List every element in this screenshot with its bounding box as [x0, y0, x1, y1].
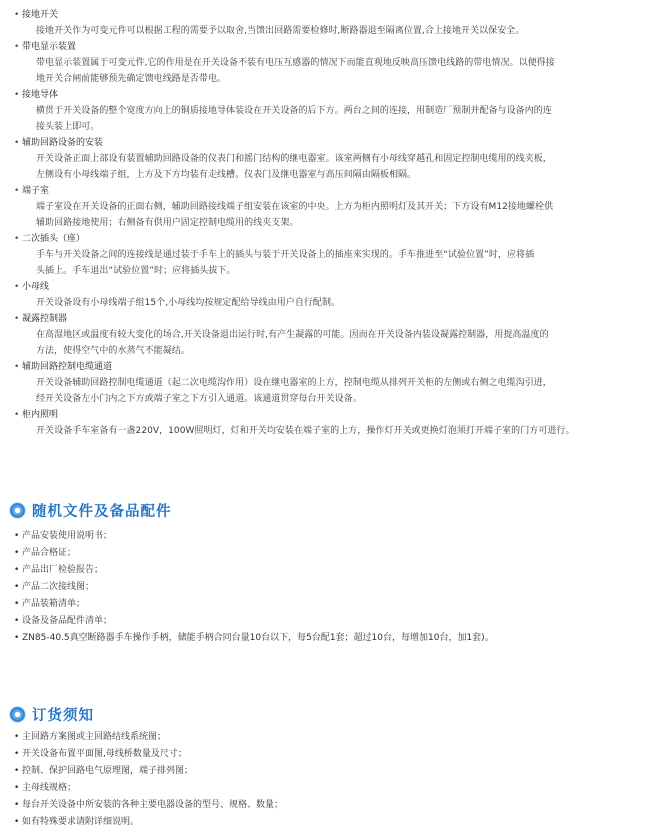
- feature-description: [22, 151, 652, 183]
- list-item: [0, 814, 658, 831]
- feature-item: [0, 7, 658, 39]
- feature-item: [0, 183, 658, 231]
- description-line: 端子室设在开关设备的正面右侧，辅助回路接线端子组安装在该室的中央。上方为柜内照明灯及其开关；下方设有M12接地螺栓供: [36, 202, 554, 212]
- feature-title: 接地开关: [22, 10, 59, 20]
- feature-item: [0, 135, 658, 183]
- description-line: 开关设备辅助回路控制电缆通道（起二次电缆沟作用）设在继电器室的上方，控制电缆从排列开关柜的左侧或右侧之电缆沟引进，: [36, 378, 552, 388]
- list-item: [0, 780, 658, 797]
- description-line: 横贯于开关设备的整个宽度方向上的铜质接地导体装设在开关设备的后下方。两台之间的连接，用制造厂预制并配备与设备内的连: [36, 106, 552, 116]
- description-line: 开关设备手车室备有一盏220V，100W照明灯，灯和开关均安装在端子室的上方，操作灯开关或更换灯泡须打开端子室的门方可进行。: [36, 426, 575, 436]
- description-line: 头插上。手车退出“试验位置”时；应将插头拔下。: [36, 266, 236, 276]
- bullet-dot: •: [14, 531, 20, 541]
- feature-description: [22, 423, 652, 439]
- section-title-text: 随机文件及备品配件: [32, 504, 172, 520]
- feature-item: [0, 39, 658, 87]
- description-line: 地开关合闸前能够预先确定馈电线路是否带电。: [36, 74, 227, 84]
- list-item-text: 每台开关设备中所安装的各种主要电器设备的型号、规格、数量；: [22, 800, 284, 810]
- list-item-text: 设备及备品配件清单；: [22, 616, 113, 626]
- list-item: [0, 562, 658, 579]
- feature-item: [0, 87, 658, 135]
- feature-description: [22, 295, 652, 311]
- bullet-dot: •: [14, 90, 20, 100]
- list-item: [0, 596, 658, 613]
- bullet-dot: •: [14, 817, 20, 827]
- bullet-dot: •: [14, 282, 20, 292]
- description-line: 开关设备设有小母线端子组15个,小母线均按规定配给导线由用户自行配制。: [36, 298, 341, 308]
- list-item: [0, 545, 658, 562]
- bullet-dot: •: [14, 42, 20, 52]
- list-item: [0, 613, 658, 630]
- feature-description: [22, 55, 652, 87]
- bullet-dot: •: [14, 565, 20, 575]
- list-item-text: ZN85-40.5真空断路器手车操作手柄，储能手柄合同台量10台以下，每5台配1套；超过10台，每增加10台，加1套)。: [22, 633, 494, 643]
- description-line: 经开关设备左小门内之下方或端子室之下方引入通道。该通道贯穿每台开关设备。: [36, 394, 362, 404]
- description-line: 开关设备正面上部设有装置辅助回路设备的仪表门和摇门结构的继电器室。该室两侧有小母线穿越孔和固定控制电缆用的线夹板，: [36, 154, 552, 164]
- bullet-dot: •: [14, 548, 20, 558]
- bullet-dot: •: [14, 10, 20, 20]
- feature-title: 接地导体: [22, 90, 59, 100]
- description-line: 在高湿地区或温度有较大变化的场合,开关设备退出运行时,有产生凝露的可能。因而在开关设备内装设凝露控制器，用提高温度的: [36, 330, 549, 340]
- bullet-dot: •: [14, 410, 20, 420]
- description-line: 手车与开关设备之间的连接线是通过装于手车上的插头与装于开关设备上的插座来实现的。手车推进至“试验位置”时，应将插: [36, 250, 535, 260]
- accessories-list: [0, 528, 658, 647]
- description-line: 左侧设有小母线端子组，上方及下方均装有走线槽。仪表门及继电器室与高压间隔由隔板相隔。: [36, 170, 417, 180]
- section-title-accessories: [10, 500, 172, 521]
- bullet-dot: •: [14, 766, 20, 776]
- list-item-text: 产品安装使用说明书；: [22, 531, 113, 541]
- bullet-dot: •: [14, 749, 20, 759]
- feature-item: [0, 279, 658, 311]
- list-item: [0, 630, 658, 647]
- feature-title: 二次插头（座）: [22, 234, 86, 244]
- list-item-text: 产品二次接线图；: [22, 582, 95, 592]
- list-item-text: 产品出厂检验报告；: [22, 565, 104, 575]
- bullet-dot: •: [14, 138, 20, 148]
- list-item-text: 如有特殊要求请附详细说明。: [22, 817, 140, 827]
- list-item: [0, 729, 658, 746]
- bullet-dot: •: [14, 582, 20, 592]
- list-item-text: 产品合格证；: [22, 548, 77, 558]
- bullet-dot: •: [14, 362, 20, 372]
- feature-description: [22, 375, 652, 407]
- description-line: 带电显示装置属于可变元件,它的作用是在开关设备不装有电压互感器的情况下而能直观地反映高压馈电线路的带电情况。以便得接: [36, 58, 555, 68]
- list-item: [0, 528, 658, 545]
- feature-item: [0, 311, 658, 359]
- feature-title: 小母线: [22, 282, 50, 292]
- feature-description: [22, 23, 652, 39]
- list-item-text: 主母线规格；: [22, 783, 77, 793]
- bullet-dot: •: [14, 616, 20, 626]
- bullet-dot: •: [14, 783, 20, 793]
- feature-description: [22, 103, 652, 135]
- bullet-dot: •: [14, 633, 20, 643]
- list-item-text: 产品装箱清单；: [22, 599, 86, 609]
- bullet-dot: •: [14, 234, 20, 244]
- feature-item: [0, 407, 658, 439]
- bullet-dot: •: [14, 800, 20, 810]
- bullet-dot: •: [14, 314, 20, 324]
- feature-item: [0, 231, 658, 279]
- feature-description: [22, 199, 652, 231]
- list-item-text: 主回路方案图或主回路结线系统图；: [22, 732, 167, 742]
- ordering-list: [0, 729, 658, 831]
- feature-list: [0, 7, 658, 439]
- list-item: [0, 763, 658, 780]
- feature-title: 辅助回路控制电缆通道: [22, 362, 113, 372]
- feature-title: 辅助回路设备的安装: [22, 138, 104, 148]
- description-line: 方法，使得空气中的水蒸气不能凝结。: [36, 346, 190, 356]
- description-line: 接地开关作为可变元件可以根据工程的需要予以取舍,当馈出回路需要检修时,断路器退至隔离位置,合上接地开关以保安全。: [36, 26, 525, 36]
- list-item: [0, 579, 658, 596]
- section-bullet-icon: [10, 707, 25, 722]
- section-title-ordering: [10, 704, 94, 725]
- feature-item: [0, 359, 658, 407]
- list-item-text: 开关设备布置平面图,母线桥数量及尺寸；: [22, 749, 187, 759]
- feature-title: 端子室: [22, 186, 50, 196]
- feature-description: [22, 327, 652, 359]
- bullet-dot: •: [14, 732, 20, 742]
- section-title-text: 订货须知: [32, 708, 94, 724]
- list-item: [0, 797, 658, 814]
- list-item: [0, 746, 658, 763]
- feature-title: 带电显示装置: [22, 42, 77, 52]
- description-line: 辅助回路接地使用；右侧备有供用户固定控制电缆用的线夹支架。: [36, 218, 299, 228]
- section-bullet-icon: [10, 503, 25, 518]
- description-line: 接头装上即可。: [36, 122, 100, 132]
- feature-description: [22, 247, 652, 279]
- feature-title: 凝露控制器: [22, 314, 68, 324]
- list-item-text: 控制、保护回路电气原理图，端子排列图；: [22, 766, 194, 776]
- feature-title: 柜内照明: [22, 410, 59, 420]
- bullet-dot: •: [14, 599, 20, 609]
- bullet-dot: •: [14, 186, 20, 196]
